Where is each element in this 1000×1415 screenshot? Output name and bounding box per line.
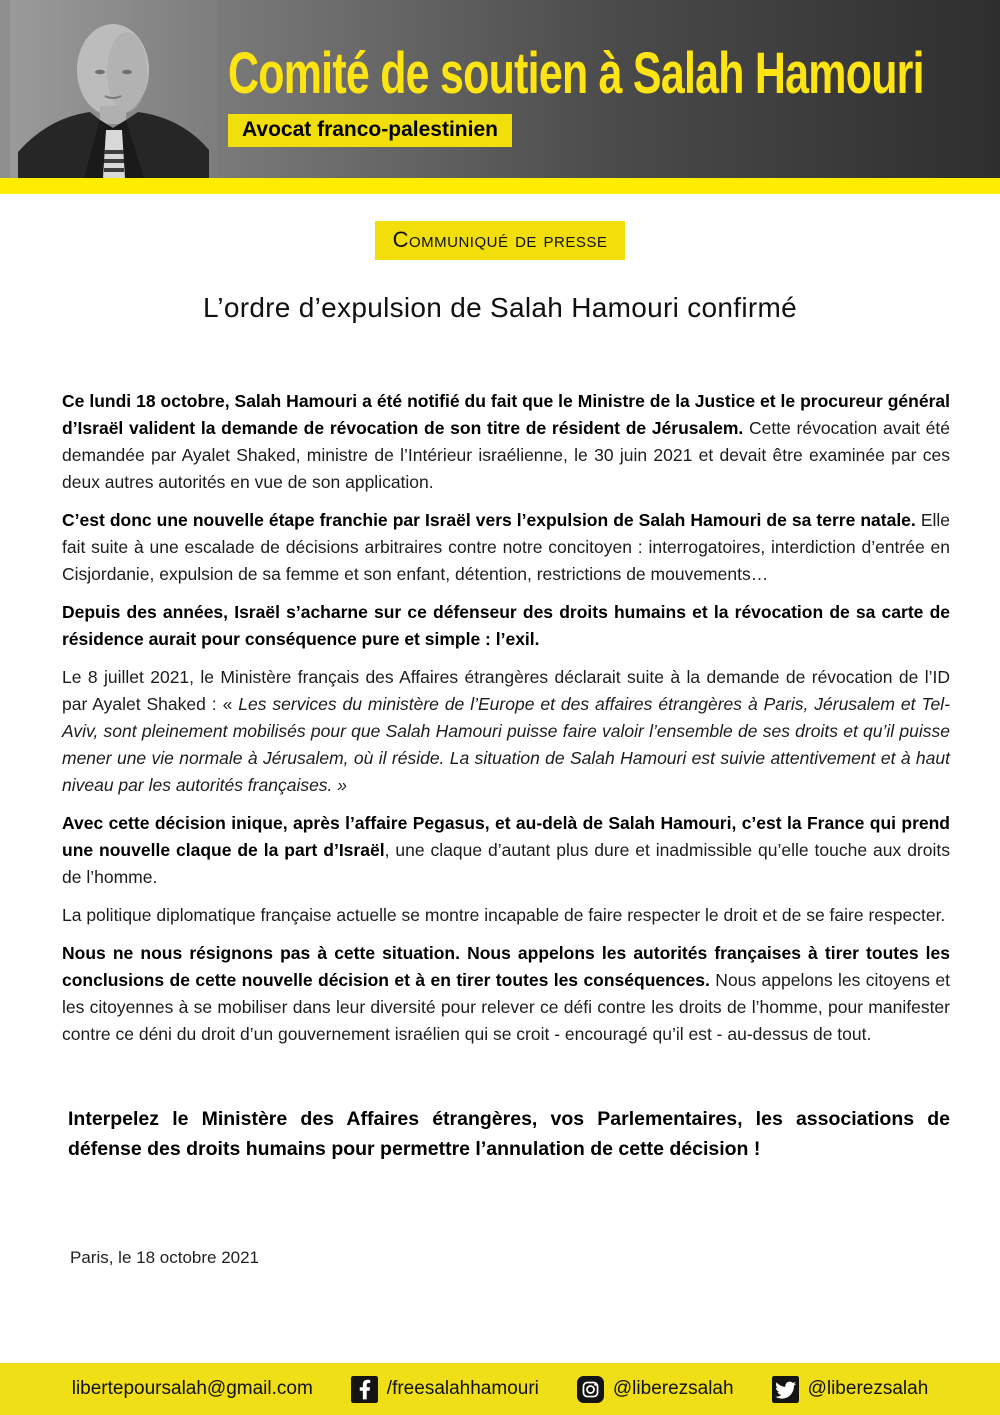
paragraph-4-text: Le 8 juillet 2021, le Ministère français des Affaires étrangères déclarait suite à la demande de révocation de l’ID par Ayalet Shaked : « [62,667,950,714]
dateline: Paris, le 18 octobre 2021 [70,1248,260,1267]
facebook-link[interactable] [351,1376,539,1403]
email-text: libertepoursalah@gmail.com [71,1378,313,1399]
paragraph-5-text: , une claque d’autant plus dure et inadmissible qu’elle touche aux droits de l’homme. [62,840,950,887]
twitter-link[interactable] [772,1376,929,1403]
body-copy [0,388,1000,1271]
header-banner [0,0,1000,178]
paragraph-6-text: La politique diplomatique française actuelle se montre incapable de faire respecter le droit et de se faire respecter. [62,905,946,925]
document-title: L’ordre d’expulsion de Salah Hamouri confirmé [202,292,798,323]
paragraph-3-lead: Depuis des années, Israël s’acharne sur ce défenseur des droits humains et la révocation de sa carte de résidence aurait pour conséquence pure et simple : l’exil. [62,602,950,649]
paragraph-2 [62,507,950,588]
press-release-badge-row [0,221,1000,260]
paragraph-4 [62,664,950,799]
twitter-icon [772,1376,799,1403]
paragraph-3 [62,599,950,653]
paragraph-1 [62,388,950,496]
paragraph-2-text: Elle fait suite à une escalade de décisions arbitraires contre notre concitoyen : interrogatoires, interdiction d’entrée en Cisjordanie, expulsion de sa femme et son enfant, détention, restrictions de mouvements… [62,510,950,584]
facebook-handle: /freesalahhamouri [386,1378,539,1399]
document-body [0,194,1000,1271]
facebook-icon [351,1376,378,1403]
call-to-action: Interpelez le Ministère des Affaires étrangères, vos Parlementaires, les associations de défense des droits humains pour permettre l’annulation de cette décision ! [68,1108,950,1160]
portrait-photo [10,0,217,178]
paragraph-2-lead: C’est donc une nouvelle étape franchie par Israël vers l’expulsion de Salah Hamouri de sa terre natale. [62,510,916,530]
paragraph-7-text: Nous appelons les citoyens et les citoyennes à se mobiliser dans leur diversité pour relever ce défi contre les droits de l’homme, pour manifester contre ce déni du droit d’un gouvernement israélien qui se croit - encouragé qu’il est - au-dessus de tout. [62,970,950,1044]
committee-title: Comité de soutien à Salah Hamouri [228,41,924,106]
ministry-quote: Les services du ministère de l’Europe et des affaires étrangères à Paris, Jérusalem et Tel-Aviv, sont pleinement mobilisés pour que Salah Hamouri puisse faire valoir l’ensemble de ses droits et qu’il puisse mener une vie normale à Jérusalem, où il réside. La situation de Salah Hamouri est suivie attentivement et à haut niveau par les autorités françaises. » [62,694,950,795]
header-text-block [228,41,1000,147]
header-subtitle-badge: Avocat franco-palestinien [228,114,512,147]
instagram-handle: @liberezsalah [612,1378,734,1399]
press-release-badge: Communiqué de presse [375,221,626,260]
paragraph-6 [62,902,950,929]
paragraph-5 [62,810,950,891]
paragraph-5-lead: Avec cette décision inique, après l’affaire Pegasus, et au-delà de Salah Hamouri, c’est la France qui prend une nouvelle claque de la part d’Israël [62,813,950,860]
email-contact[interactable] [72,1378,313,1400]
paragraph-1-lead: Ce lundi 18 octobre, Salah Hamouri a été notifié du fait que le Ministre de la Justice et le procureur général d’Israël valident la demande de révocation de son titre de résident de Jérusalem. [62,391,950,438]
twitter-handle: @liberezsalah [807,1378,929,1399]
footer-bar [0,1363,1000,1415]
header-yellow-stripe [0,178,1000,194]
paragraph-7 [62,940,950,1048]
paragraph-1-text: Cette révocation avait été demandée par Ayalet Shaked, ministre de l’Intérieur israélienne, le 30 juin 2021 et devait être examinée par ces deux autres autorités en vue de son application. [62,418,950,492]
instagram-icon [577,1376,604,1403]
paragraph-7-lead: Nous ne nous résignons pas à cette situation. Nous appelons les autorités françaises à tirer toutes les conclusions de cette nouvelle décision et à en tirer toutes les conséquences. [62,943,950,990]
instagram-link[interactable] [577,1376,734,1403]
